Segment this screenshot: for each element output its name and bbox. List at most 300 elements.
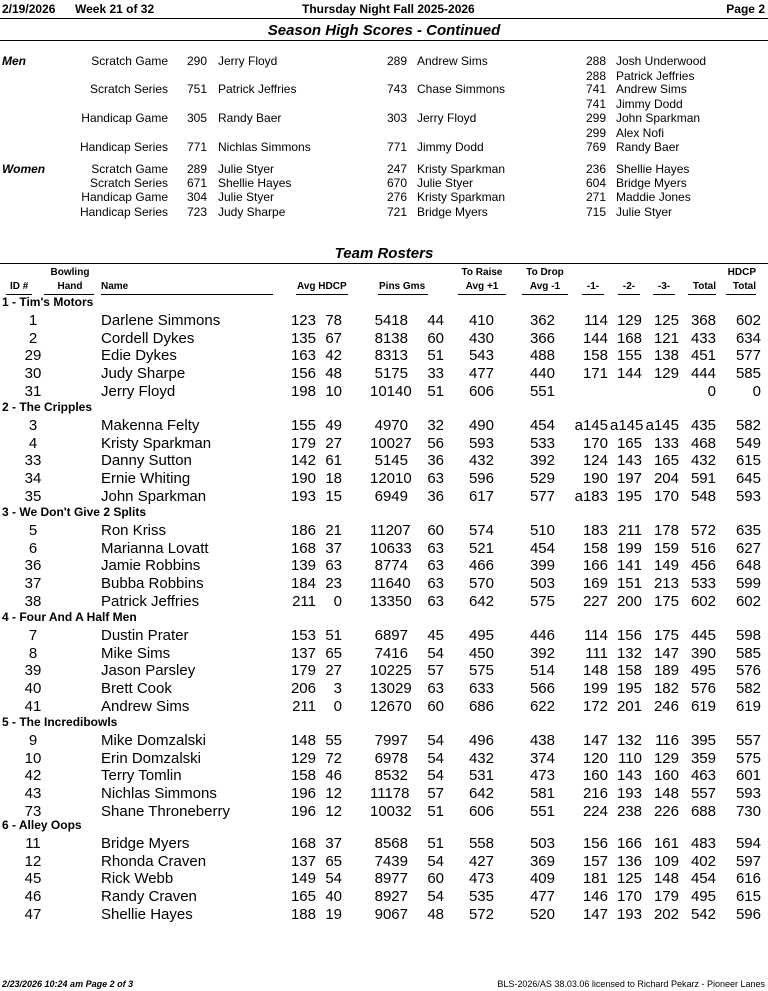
series-total: 402 (690, 853, 716, 870)
women-score: 715 (586, 205, 607, 219)
player-games: 36 (427, 452, 444, 469)
handicap-total: 648 (735, 557, 761, 574)
player-pins: 9067 (374, 906, 408, 923)
game-1-score: 120 (582, 750, 608, 767)
player-id: 34 (24, 470, 42, 487)
men-bowler-name: Chase Simmons (417, 82, 506, 96)
game-2-score: 197 (616, 470, 642, 487)
player-id: 3 (28, 417, 38, 434)
player-name: Danny Sutton (101, 452, 192, 469)
game-3-score: 182 (653, 680, 679, 697)
men-bowler-name: Nichlas Simmons (218, 140, 311, 154)
player-average: 193 (290, 488, 316, 505)
player-handicap: 12 (325, 785, 342, 802)
game-1-score: 224 (582, 803, 608, 820)
to-raise-avg: 466 (468, 557, 494, 574)
player-handicap: 19 (325, 906, 342, 923)
col-hdcp: HDCP (727, 267, 756, 278)
game-2-score: 156 (616, 627, 642, 644)
game-3-score: 213 (653, 575, 679, 592)
game-3-score: 129 (653, 750, 679, 767)
player-pins: 8532 (374, 767, 408, 784)
player-pins: 5418 (374, 312, 408, 329)
player-handicap: 51 (325, 627, 342, 644)
player-id: 8 (28, 645, 38, 662)
player-games: 44 (427, 312, 444, 329)
player-id: 12 (24, 853, 42, 870)
player-games: 63 (427, 557, 444, 574)
to-raise-avg: 572 (468, 906, 494, 923)
series-total: 602 (690, 593, 716, 610)
game-3-score: 125 (653, 312, 679, 329)
men-bowler-name: Jimmy Dodd (616, 96, 683, 111)
to-drop-avg: 477 (529, 888, 555, 905)
to-raise-avg: 596 (468, 470, 494, 487)
player-average: 211 (292, 698, 316, 715)
player-pins: 10633 (370, 540, 412, 557)
game-2-score: 201 (616, 698, 642, 715)
player-name: Brett Cook (101, 680, 172, 697)
game-3-score: 161 (653, 835, 679, 852)
player-average: 158 (290, 767, 316, 784)
game-1-score: a145 (574, 417, 608, 434)
player-games: 60 (427, 330, 444, 347)
game-1-score: 216 (582, 785, 608, 802)
series-total: 451 (690, 347, 716, 364)
player-average: 129 (290, 750, 316, 767)
series-total: 572 (690, 522, 716, 539)
women-score: 604 (586, 176, 607, 190)
handicap-total: 634 (735, 330, 761, 347)
player-average: 186 (290, 522, 316, 539)
to-drop-avg: 409 (529, 870, 555, 887)
col-id: ID # (10, 281, 29, 292)
player-games: 54 (427, 732, 444, 749)
to-drop-avg: 369 (529, 853, 555, 870)
to-drop-avg: 454 (529, 540, 555, 557)
game-2-score: 125 (616, 870, 642, 887)
col-to-raise: To Raise (461, 267, 503, 278)
game-2-score: 129 (616, 312, 642, 329)
to-drop-avg: 533 (529, 435, 555, 452)
to-drop-avg: 551 (529, 383, 555, 400)
game-2-score: 166 (616, 835, 642, 852)
series-total: 557 (690, 785, 716, 802)
player-games: 51 (427, 835, 444, 852)
player-handicap: 63 (325, 557, 342, 574)
player-games: 33 (427, 365, 444, 382)
men-score: 769 (586, 140, 607, 154)
player-pins: 7439 (374, 853, 408, 870)
game-3-score: 175 (653, 593, 679, 610)
player-name: Edie Dykes (101, 347, 177, 364)
player-name: Ernie Whiting (101, 470, 191, 487)
to-raise-avg: 490 (468, 417, 494, 434)
player-name: Bubba Robbins (101, 575, 204, 592)
men-category: Handicap Series (79, 140, 168, 154)
series-total: 359 (690, 750, 716, 767)
game-3-score: 129 (653, 365, 679, 382)
women-score: 271 (586, 190, 607, 204)
game-3-score: 204 (653, 470, 679, 487)
handicap-total: 635 (735, 522, 761, 539)
women-bowler-name: Julie Styer (616, 205, 673, 219)
to-drop-avg: 529 (529, 470, 555, 487)
player-pins: 5145 (374, 452, 408, 469)
player-pins: 8774 (374, 557, 408, 574)
game-2-score: a145 (610, 417, 644, 434)
player-games: 63 (427, 680, 444, 697)
game-3-score: 165 (653, 452, 679, 469)
player-average: 139 (290, 557, 316, 574)
player-handicap: 12 (325, 803, 342, 820)
player-name: Andrew Sims (101, 698, 190, 715)
to-raise-avg: 535 (468, 888, 494, 905)
to-raise-avg: 473 (468, 870, 494, 887)
handicap-total: 615 (735, 452, 761, 469)
game-1-score: 199 (582, 680, 608, 697)
women-bowler-name: Kristy Sparkman (417, 162, 506, 176)
player-id: 7 (28, 627, 38, 644)
to-raise-avg: 558 (468, 835, 494, 852)
handicap-total: 598 (735, 627, 761, 644)
game-3-score: 246 (653, 698, 679, 715)
player-id: 46 (24, 888, 42, 905)
to-drop-avg: 374 (529, 750, 555, 767)
team-rosters-title: Team Rosters (334, 245, 434, 262)
women-score: 670 (387, 176, 408, 190)
player-id: 5 (28, 522, 38, 539)
women-bowler-name: Bridge Myers (417, 205, 488, 219)
player-id: 39 (24, 662, 42, 679)
men-bowler-name: Andrew Sims (417, 54, 488, 68)
men-score: 771 (187, 140, 208, 154)
player-id: 2 (28, 330, 38, 347)
player-id: 43 (24, 785, 42, 802)
series-total: 368 (690, 312, 716, 329)
player-name: Rick Webb (101, 870, 174, 887)
player-handicap: 72 (325, 750, 342, 767)
to-drop-avg: 473 (529, 767, 555, 784)
handicap-total: 601 (735, 767, 761, 784)
player-handicap: 15 (325, 488, 342, 505)
player-handicap: 65 (325, 645, 342, 662)
player-pins: 6949 (374, 488, 408, 505)
player-pins: 8977 (374, 870, 408, 887)
player-pins: 10032 (370, 803, 412, 820)
to-raise-avg: 495 (468, 627, 494, 644)
player-average: 184 (290, 575, 316, 592)
player-handicap: 46 (325, 767, 342, 784)
player-handicap: 42 (325, 347, 342, 364)
player-id: 11 (25, 835, 41, 852)
player-pins: 4970 (374, 417, 408, 434)
player-id: 40 (24, 680, 42, 697)
col-total: Total (692, 281, 716, 292)
player-pins: 11640 (370, 575, 411, 592)
to-drop-avg: 581 (529, 785, 555, 802)
women-bowler-name: Shellie Hayes (218, 176, 292, 190)
player-id: 29 (24, 347, 42, 364)
player-pins: 12670 (370, 698, 412, 715)
handicap-total: 615 (735, 888, 761, 905)
player-pins: 7416 (374, 645, 408, 662)
player-pins: 10140 (370, 383, 412, 400)
women-bowler-name: Bridge Myers (616, 176, 687, 190)
women-score: 723 (187, 205, 208, 219)
men-score: 751 (187, 82, 208, 96)
women-score: 247 (387, 162, 408, 176)
game-2-score: 132 (616, 645, 642, 662)
men-score: 289 (387, 54, 408, 68)
player-name: Jason Parsley (101, 662, 196, 679)
game-2-score: 168 (616, 330, 642, 347)
player-name: Nichlas Simmons (101, 785, 217, 802)
game-3-score: 109 (653, 853, 679, 870)
game-1-score: 147 (582, 906, 608, 923)
game-3-score: 159 (653, 540, 679, 557)
player-name: Jamie Robbins (101, 557, 201, 574)
handicap-total: 619 (735, 698, 761, 715)
player-handicap: 37 (325, 835, 342, 852)
to-raise-avg: 606 (468, 383, 494, 400)
player-id: 73 (24, 803, 42, 820)
player-games: 63 (427, 470, 444, 487)
men-bowler-name: Randy Baer (218, 111, 282, 125)
series-total: 432 (690, 452, 716, 469)
handicap-total: 593 (735, 488, 761, 505)
league-name: Thursday Night Fall 2025-2026 (302, 2, 475, 16)
player-games: 60 (427, 870, 444, 887)
player-handicap: 67 (325, 330, 342, 347)
game-2-score: 170 (616, 888, 642, 905)
game-3-score: 175 (653, 627, 679, 644)
team-name: 1 - Tim's Motors (2, 295, 94, 309)
to-raise-avg: 543 (468, 347, 494, 364)
game-2-score: 238 (616, 803, 642, 820)
player-average: 168 (290, 540, 316, 557)
game-1-score: 157 (582, 853, 608, 870)
player-name: Mike Domzalski (101, 732, 207, 749)
handicap-total: 0 (752, 383, 761, 400)
player-average: 163 (290, 347, 316, 364)
series-total: 456 (690, 557, 716, 574)
men-score: 743 (387, 82, 408, 96)
handicap-total: 596 (735, 906, 761, 923)
to-drop-avg: 622 (529, 698, 555, 715)
game-3-score: 138 (653, 347, 679, 364)
men-bowler-name: Patrick Jeffries (218, 82, 297, 96)
player-average: 155 (290, 417, 316, 434)
handicap-total: 576 (735, 662, 761, 679)
game-1-score: 166 (582, 557, 608, 574)
player-average: 153 (290, 627, 316, 644)
handicap-total: 585 (735, 645, 761, 662)
game-3-score: 179 (653, 888, 679, 905)
handicap-total: 627 (735, 540, 761, 557)
player-handicap: 49 (325, 417, 342, 434)
men-bowler-name: John Sparkman (616, 111, 701, 125)
men-bowler-name: Jerry Floyd (218, 54, 278, 68)
player-name: Randy Craven (101, 888, 197, 905)
player-name: Ron Kriss (101, 522, 167, 539)
player-average: 135 (290, 330, 316, 347)
men-bowler-name: Josh Underwood (616, 54, 707, 68)
player-name: Mike Sims (101, 645, 171, 662)
women-bowler-name: Julie Styer (417, 176, 474, 190)
game-3-score: 149 (653, 557, 679, 574)
game-2-score: 211 (618, 522, 642, 539)
to-raise-avg: 570 (468, 575, 494, 592)
player-pins: 11207 (370, 522, 411, 539)
women-score: 671 (187, 176, 208, 190)
to-raise-avg: 496 (468, 732, 494, 749)
game-1-score: 146 (582, 888, 608, 905)
series-total: 576 (690, 680, 716, 697)
player-games: 45 (427, 627, 444, 644)
player-handicap: 37 (325, 540, 342, 557)
series-total: 591 (690, 470, 716, 487)
player-handicap: 18 (325, 470, 342, 487)
player-handicap: 27 (325, 662, 342, 679)
to-raise-avg: 633 (468, 680, 494, 697)
game-3-score: 178 (653, 522, 679, 539)
to-drop-avg: 566 (529, 680, 555, 697)
game-3-score: 148 (653, 785, 679, 802)
player-pins: 6978 (374, 750, 408, 767)
player-name: Patrick Jeffries (101, 593, 200, 610)
player-id: 6 (28, 540, 38, 557)
to-raise-avg: 432 (468, 452, 494, 469)
col-pins-gms: Pins Gms (379, 281, 426, 292)
men-score: 290 (187, 54, 208, 68)
men-category: Handicap Game (81, 111, 168, 125)
player-pins: 13029 (370, 680, 412, 697)
player-name: Erin Domzalski (101, 750, 202, 767)
col-bowling: Bowling (50, 267, 90, 278)
to-drop-avg: 440 (529, 365, 555, 382)
to-drop-avg: 399 (529, 557, 555, 574)
series-total: 433 (690, 330, 716, 347)
player-handicap: 27 (325, 435, 342, 452)
player-pins: 10027 (370, 435, 412, 452)
men-score: 771 (387, 140, 408, 154)
to-drop-avg: 438 (529, 732, 555, 749)
game-1-score: 144 (582, 330, 608, 347)
header-rule (0, 18, 768, 19)
game-1-score: 148 (582, 662, 608, 679)
to-raise-avg: 427 (468, 853, 494, 870)
col-avg-minus: Avg -1 (529, 281, 561, 292)
handicap-total: 582 (735, 417, 761, 434)
game-2-score: 141 (616, 557, 642, 574)
handicap-total: 599 (735, 575, 761, 592)
game-1-score: 114 (584, 312, 608, 329)
men-score: 305 (187, 111, 208, 125)
game-3-score: 133 (653, 435, 679, 452)
women-label: Women (2, 162, 46, 176)
player-games: 54 (427, 645, 444, 662)
to-drop-avg: 575 (529, 593, 555, 610)
game-1-score: 158 (582, 540, 608, 557)
handicap-total: 557 (735, 732, 761, 749)
player-games: 57 (427, 785, 444, 802)
player-name: Makenna Felty (101, 417, 200, 434)
col-hand: Hand (57, 281, 83, 292)
season-high-title: Season High Scores - Continued (267, 22, 501, 39)
women-bowler-name: Judy Sharpe (218, 205, 286, 219)
game-3-score: 170 (653, 488, 679, 505)
handicap-total: 597 (735, 853, 761, 870)
to-raise-avg: 450 (468, 645, 494, 662)
player-name: John Sparkman (101, 488, 207, 505)
women-score: 289 (187, 162, 208, 176)
game-2-score: 143 (616, 767, 642, 784)
handicap-total: 594 (735, 835, 761, 852)
series-total: 445 (690, 627, 716, 644)
player-handicap: 78 (325, 312, 342, 329)
col-avg-plus: Avg +1 (465, 281, 499, 292)
player-handicap: 40 (325, 888, 342, 905)
player-pins: 10225 (370, 662, 412, 679)
to-drop-avg: 520 (529, 906, 555, 923)
to-drop-avg: 362 (529, 312, 555, 329)
player-games: 60 (427, 698, 444, 715)
game-3-score: a145 (645, 417, 679, 434)
women-score: 236 (586, 162, 607, 176)
handicap-total: 730 (735, 803, 761, 820)
player-games: 56 (427, 435, 444, 452)
women-score: 721 (387, 205, 408, 219)
team-name: 2 - The Cripples (2, 400, 93, 414)
player-name: Dustin Prater (101, 627, 189, 644)
player-games: 54 (427, 888, 444, 905)
player-average: 190 (290, 470, 316, 487)
women-score: 304 (187, 190, 208, 204)
footer-printed: 2/23/2026 10:24 am Page 2 of 3 (2, 979, 134, 989)
game-2-score: 155 (616, 347, 642, 364)
player-average: 211 (292, 593, 316, 610)
to-raise-avg: 575 (468, 662, 494, 679)
game-1-score: 227 (582, 593, 608, 610)
men-label: Men (2, 54, 26, 68)
game-1-score: 114 (584, 627, 608, 644)
to-drop-avg: 503 (529, 835, 555, 852)
women-category: Handicap Series (79, 205, 168, 219)
player-games: 63 (427, 593, 444, 610)
to-drop-avg: 392 (529, 645, 555, 662)
game-2-score: 136 (616, 853, 642, 870)
men-bowler-name: Jerry Floyd (417, 111, 477, 125)
report-week: Week 21 of 32 (75, 2, 155, 16)
player-pins: 8568 (374, 835, 408, 852)
game-1-score: 169 (582, 575, 608, 592)
men-score: 288 (586, 68, 607, 83)
women-bowler-name: Julie Styer (218, 162, 275, 176)
handicap-total: 575 (735, 750, 761, 767)
series-total: 454 (690, 870, 716, 887)
player-average: 149 (290, 870, 316, 887)
to-raise-avg: 617 (468, 488, 494, 505)
player-pins: 5175 (374, 365, 408, 382)
game-2-score: 158 (616, 662, 642, 679)
player-pins: 7997 (374, 732, 408, 749)
player-average: 179 (290, 662, 316, 679)
game-1-score: 183 (582, 522, 608, 539)
to-raise-avg: 432 (468, 750, 494, 767)
game-1-score: 170 (582, 435, 608, 452)
page-number: Page 2 (726, 2, 765, 16)
